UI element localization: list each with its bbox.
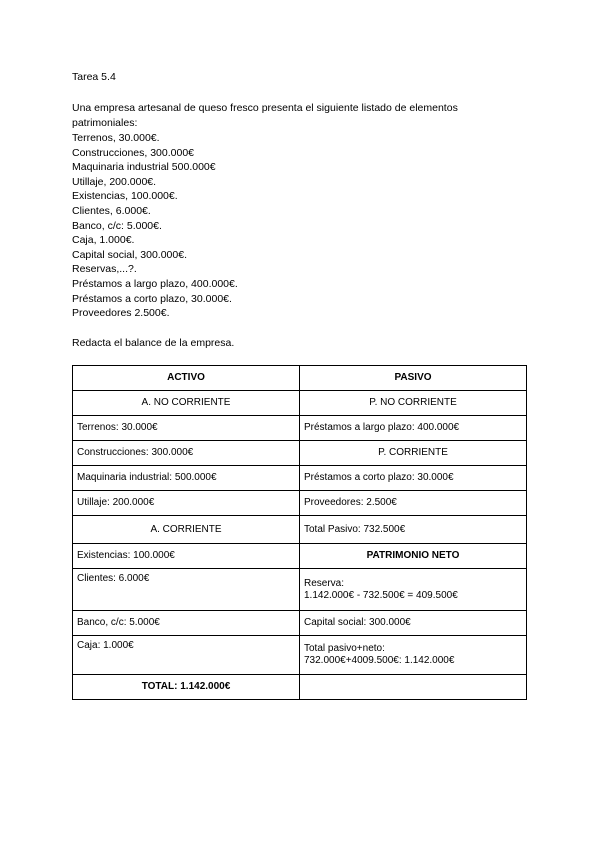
- activo-corriente-heading: A. CORRIENTE: [73, 516, 300, 544]
- pasivo-corriente-heading: P. CORRIENTE: [300, 441, 527, 466]
- pasivo-no-corriente-heading: P. NO CORRIENTE: [300, 391, 527, 416]
- total-activo-cell: TOTAL: 1.142.000€: [73, 675, 300, 700]
- table-row: [73, 544, 527, 569]
- balance-table: [72, 365, 527, 700]
- reserva-label: Reserva:: [304, 577, 345, 589]
- list-item: Capital social, 300.000€.: [72, 248, 187, 261]
- table-row: [73, 466, 527, 491]
- list-item: Terrenos, 30.000€.: [72, 132, 160, 144]
- list-item: Proveedores 2.500€.: [72, 307, 170, 320]
- table-row: [73, 391, 527, 416]
- caja-cell: Caja: 1.000€: [73, 636, 300, 675]
- table-row: [73, 636, 527, 675]
- maquinaria-cell: Maquinaria industrial: 500.000€: [73, 466, 300, 491]
- list-item: Reservas,...?.: [72, 263, 137, 276]
- prestamos-largo-plazo-cell: Préstamos a largo plazo: 400.000€: [300, 416, 527, 441]
- activo-header: ACTIVO: [73, 366, 300, 391]
- patrimonio-neto-heading: PATRIMONIO NETO: [300, 544, 527, 569]
- items-list: [72, 131, 238, 321]
- table-row: [73, 569, 527, 611]
- table-row: [73, 675, 527, 700]
- table-row: [73, 416, 527, 441]
- task-text: Redacta el balance de la empresa.: [72, 337, 235, 349]
- clientes-cell: Clientes: 6.000€: [73, 569, 300, 611]
- reserva-calculation: 1.142.000€ - 732.500€ = 409.500€: [304, 589, 458, 601]
- reserva-cell: [300, 569, 527, 611]
- list-item: Préstamos a largo plazo, 400.000€.: [72, 277, 238, 290]
- total-pasivo-neto-calculation: 732.000€+4009.500€: 1.142.000€: [304, 655, 455, 666]
- banco-cell: Banco, c/c: 5.000€: [73, 611, 300, 636]
- list-item: Existencias, 100.000€.: [72, 190, 178, 203]
- list-item: Caja, 1.000€.: [72, 234, 135, 247]
- table-row: [73, 366, 527, 391]
- table-row: [73, 491, 527, 516]
- pasivo-header: PASIVO: [300, 366, 527, 391]
- table-row: [73, 516, 527, 544]
- document-title: Tarea 5.4: [72, 71, 116, 83]
- prestamos-corto-plazo-cell: Préstamos a corto plazo: 30.000€: [300, 466, 527, 491]
- activo-no-corriente-heading: A. NO CORRIENTE: [73, 391, 300, 416]
- intro-text: Una empresa artesanal de queso fresco presenta el siguiente listado de elementos patrimoniales:: [72, 102, 458, 129]
- proveedores-cell: Proveedores: 2.500€: [300, 491, 527, 516]
- list-item: Banco, c/c: 5.000€.: [72, 219, 162, 232]
- terrenos-cell: Terrenos: 30.000€: [73, 416, 300, 441]
- list-item: Clientes, 6.000€.: [72, 204, 151, 217]
- construcciones-cell: Construcciones: 300.000€: [73, 441, 300, 466]
- list-item: Préstamos a corto plazo, 30.000€.: [72, 292, 232, 305]
- list-item: Maquinaria industrial 500.000€: [72, 161, 216, 174]
- total-pasivo-neto-label: Total pasivo+neto:: [304, 643, 385, 654]
- list-item: Construcciones, 300.000€: [72, 146, 194, 159]
- existencias-cell: Existencias: 100.000€: [73, 544, 300, 569]
- table-row: [73, 611, 527, 636]
- capital-social-cell: Capital social: 300.000€: [300, 611, 527, 636]
- total-pasivo-neto-cell: [300, 636, 527, 675]
- total-pasivo-cell: Total Pasivo: 732.500€: [300, 516, 527, 544]
- table-row: [73, 441, 527, 466]
- utillaje-cell: Utillaje: 200.000€: [73, 491, 300, 516]
- empty-cell: [300, 675, 527, 700]
- list-item: Utillaje, 200.000€.: [72, 175, 157, 188]
